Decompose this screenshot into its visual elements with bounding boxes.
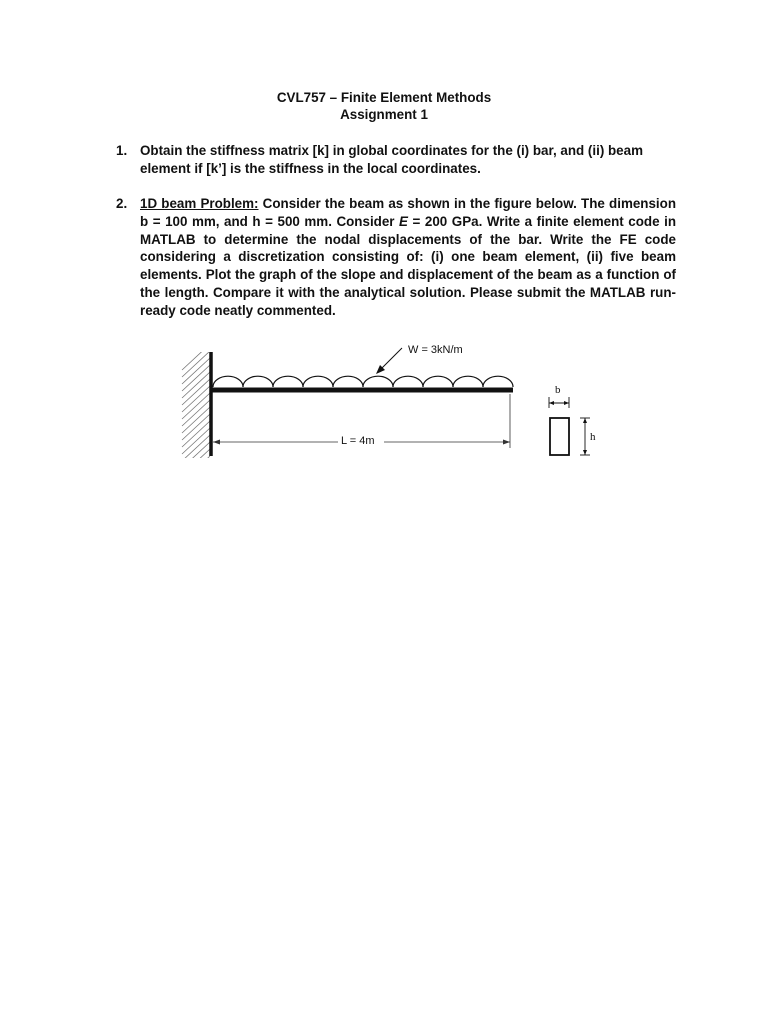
hatch-line [182, 435, 210, 460]
hatch-line [182, 379, 210, 405]
width-arrow-right [564, 401, 569, 405]
load-arc [423, 376, 453, 387]
load-arc [333, 376, 363, 387]
modulus-symbol: E [399, 213, 408, 229]
cross-section-rectangle [550, 418, 569, 455]
question-2-text-part: Consider the beam as shown in the figure below. The dimension b = 100 mm, and h = 500 mm. Consider [140, 196, 676, 229]
length-label: L = 4m [341, 435, 375, 447]
wall-hatching [182, 344, 210, 460]
question-2-text [140, 195, 676, 320]
hatch-line [182, 372, 210, 398]
load-label: W = 3kN/m [408, 344, 463, 356]
hatch-line [182, 400, 210, 426]
hatch-line [182, 386, 210, 412]
question-2-text-part: = 200 GPa. Write a finite element code in MATLAB to determine the nodal displacements of the bar. Write the FE code considering a discretization consisting of: (i) one beam element, (ii) five beam elements. Plot the graph of the slope and displacement of the beam as a function of the length. Compare it with the analytical solution. Please submit the MATLAB run-ready code neatly commented. [140, 213, 676, 318]
question-1-text [140, 142, 676, 178]
question-1-text-part: in global coordinates for the (i) bar, and (ii) beam element if [140, 143, 643, 176]
hatch-line [182, 421, 210, 447]
course-title: CVL757 – Finite Element Methods [276, 90, 492, 105]
width-label: b [555, 384, 561, 396]
question-1-text-part: is the stiffness in the local coordinates. [226, 160, 481, 176]
load-arc [483, 376, 513, 387]
load-arc [213, 376, 243, 387]
hatch-line [182, 365, 210, 391]
height-label: h [590, 431, 596, 443]
hatch-line [182, 414, 210, 440]
load-arc [363, 376, 393, 387]
question-number: 2. [116, 196, 128, 211]
hatch-line [182, 407, 210, 433]
length-arrow-left [213, 440, 220, 445]
beam-diagram [180, 334, 600, 460]
load-arc [393, 376, 423, 387]
hatch-line [182, 351, 210, 377]
question-number: 1. [116, 143, 128, 158]
question-2 [116, 195, 676, 320]
global-stiffness-symbol: [k] [312, 143, 330, 158]
load-arc [303, 376, 333, 387]
beam-figure [180, 334, 600, 460]
hatch-line [182, 358, 210, 384]
length-arrow-right [503, 440, 510, 445]
question-2-heading: 1D beam Problem: [140, 196, 259, 211]
local-stiffness-symbol: [k’] [206, 160, 227, 176]
hatch-line [182, 344, 210, 370]
width-arrow-left [549, 401, 554, 405]
load-arc [453, 376, 483, 387]
load-leader-line [381, 348, 402, 369]
height-arrow-bottom [583, 450, 587, 455]
load-arc [243, 376, 273, 387]
load-arc [273, 376, 303, 387]
assignment-title: Assignment 1 [340, 107, 428, 122]
hatch-line [182, 428, 210, 454]
question-1 [116, 142, 676, 178]
document-header [0, 89, 768, 123]
question-1-text-part: Obtain the stiffness matrix [140, 143, 313, 158]
distributed-load [213, 376, 513, 387]
height-arrow-top [583, 418, 587, 423]
hatch-line [182, 393, 210, 419]
